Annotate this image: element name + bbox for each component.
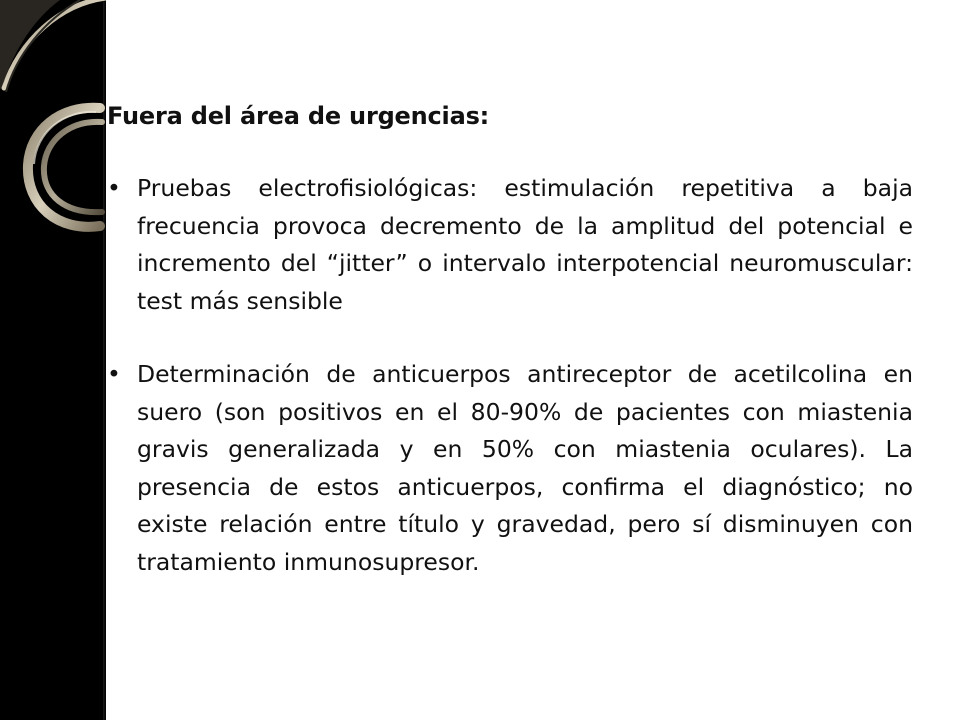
middle-ring-inner <box>44 122 102 212</box>
bullet-text: Determinación de anticuerpos antireceptor de acetilcolina en suero (son positivos en el 80-90% de pacientes con miastenia gravis generalizada y en 50% con miastenia oculares). La presencia de estos anticuerpos, confirma el diagnóstico; no existe relación entre título y gravedad, pero sí disminuyen con tratamiento inmunosupresor. <box>137 360 913 576</box>
bullet-marker: • <box>107 360 121 388</box>
bullet-marker: • <box>107 174 121 202</box>
slide-content <box>107 100 913 617</box>
bullet-text: Pruebas electrofisiológicas: estimulación repetitiva a baja frecuencia provoca decremento de la amplitud del potencial e incremento del “jitter” o intervalo interpotencial neuromuscular: test más sensible <box>137 174 913 315</box>
bullet-item <box>107 170 913 320</box>
slide-heading: Fuera del área de urgencias: <box>107 102 490 130</box>
bullet-item <box>107 356 913 581</box>
